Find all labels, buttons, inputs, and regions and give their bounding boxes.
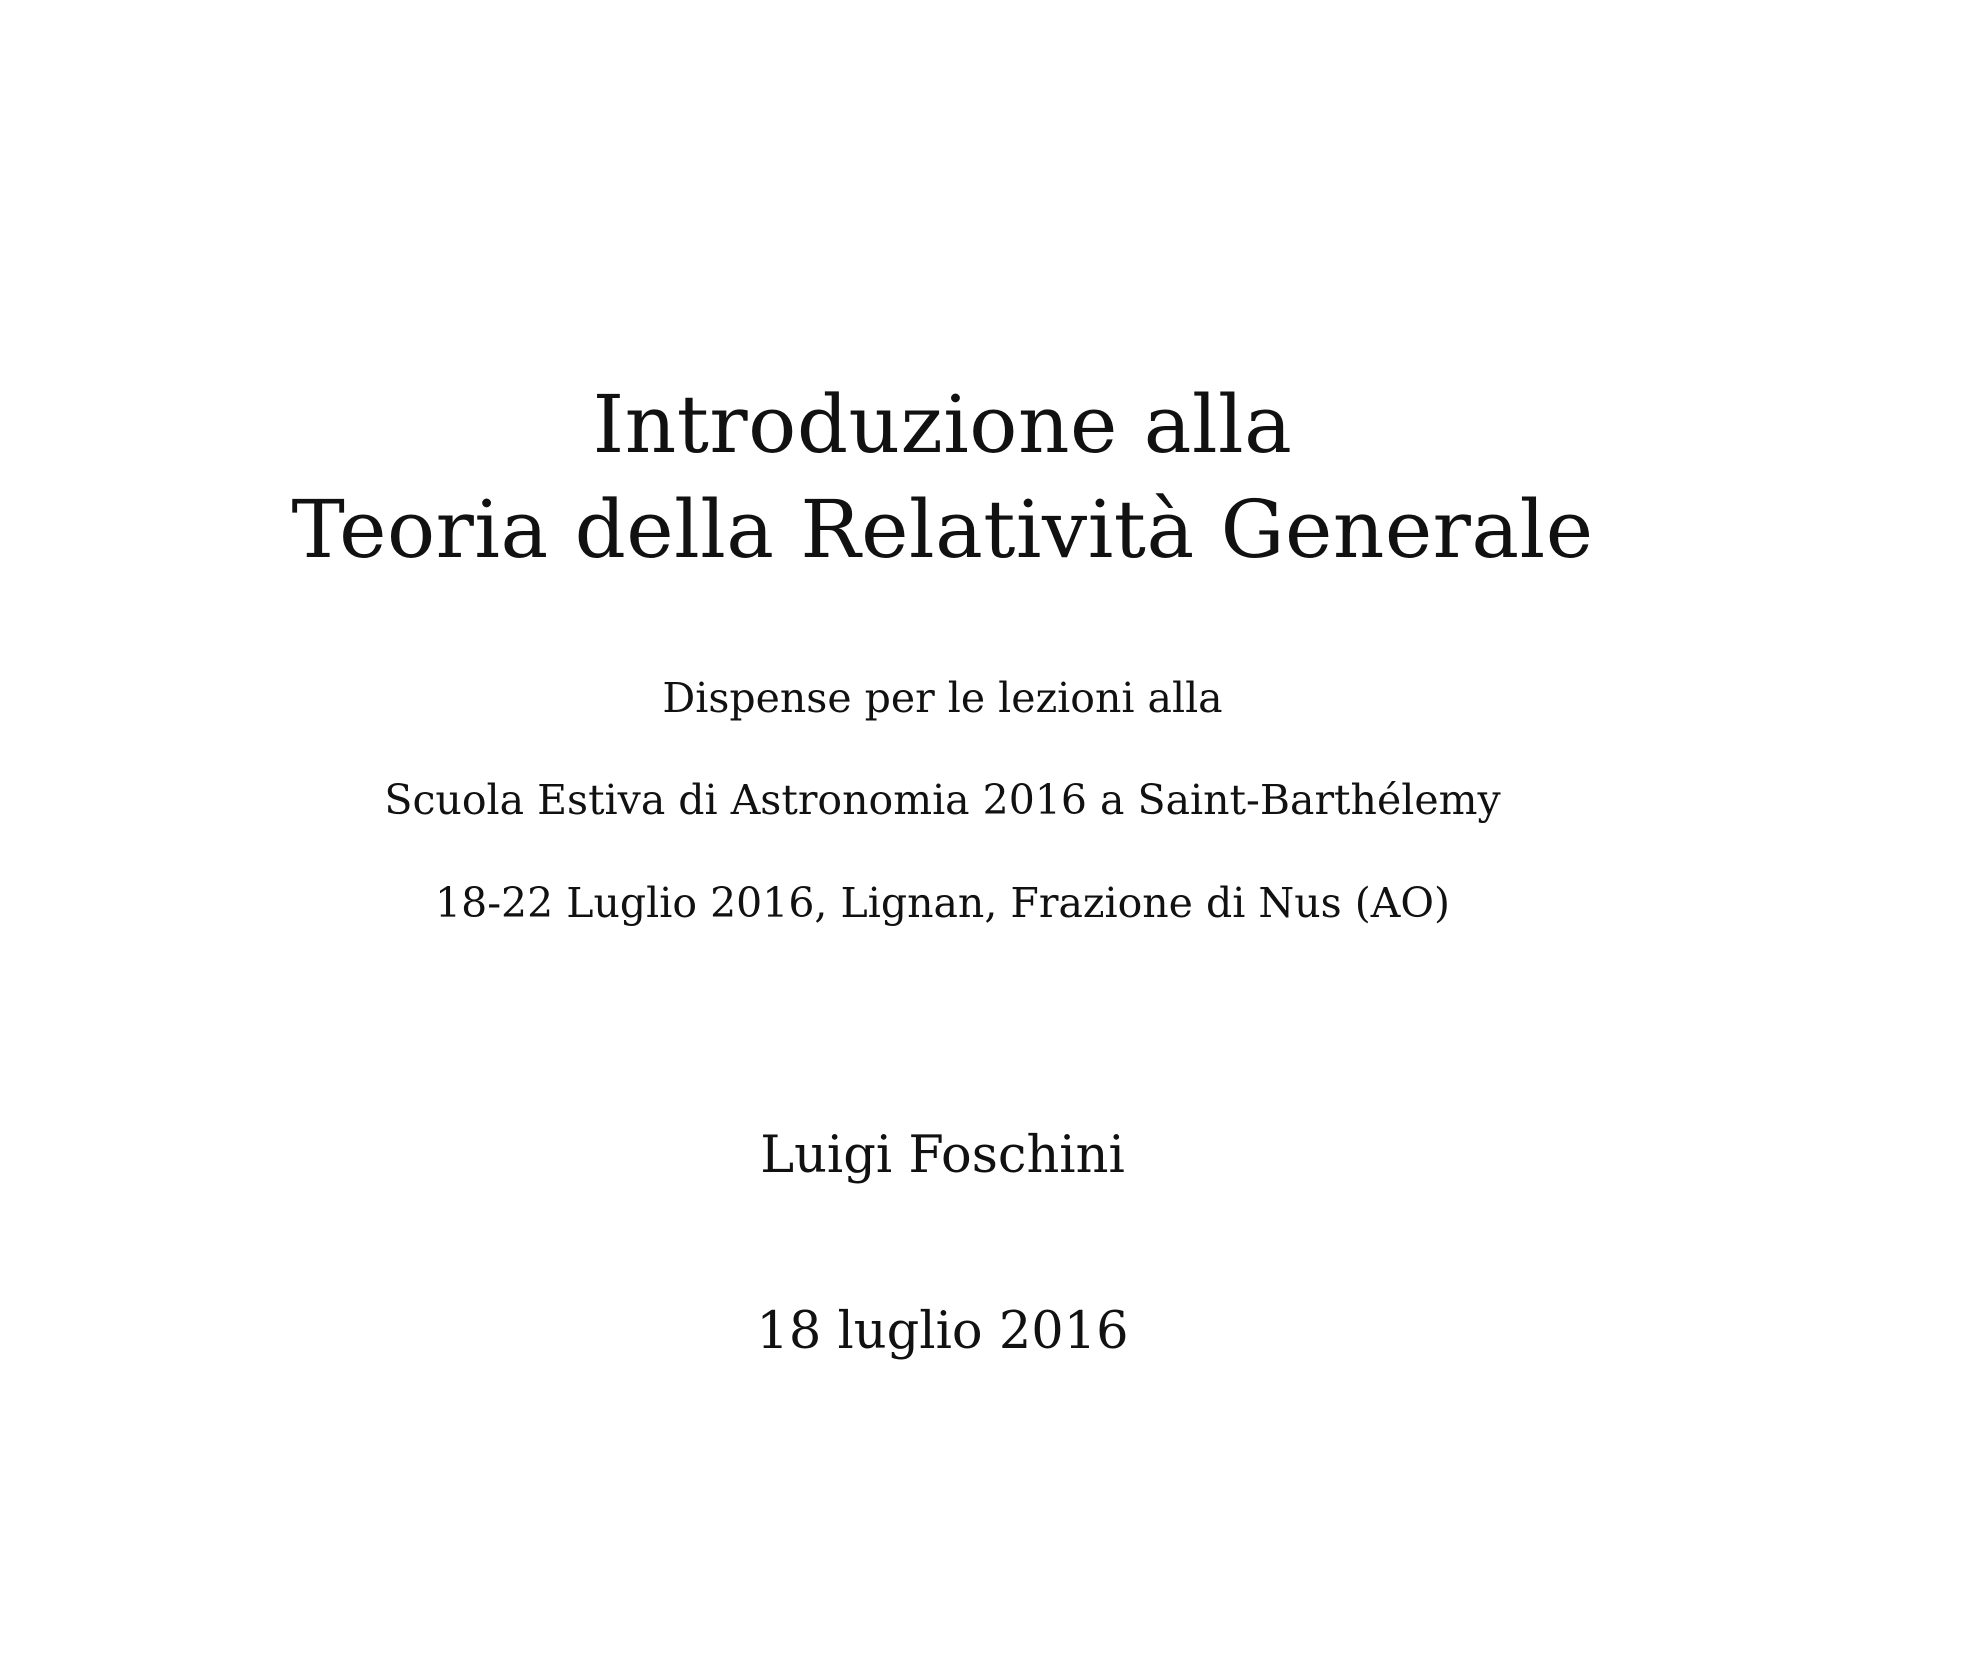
subtitle-line-2: Scuola Estiva di Astronomia 2016 a Saint-Barthélemy — [384, 776, 1501, 824]
document-title-line-2: Teoria della Relatività Generale — [291, 483, 1594, 576]
subtitle-line-1: Dispense per le lezioni alla — [662, 674, 1223, 722]
document-date: 18 luglio 2016 — [756, 1302, 1129, 1361]
document-title-line-1: Introduzione alla — [592, 378, 1293, 471]
author-name: Luigi Foschini — [760, 1126, 1125, 1185]
subtitle-line-3: 18-22 Luglio 2016, Lignan, Frazione di Nus (AO) — [435, 879, 1450, 927]
